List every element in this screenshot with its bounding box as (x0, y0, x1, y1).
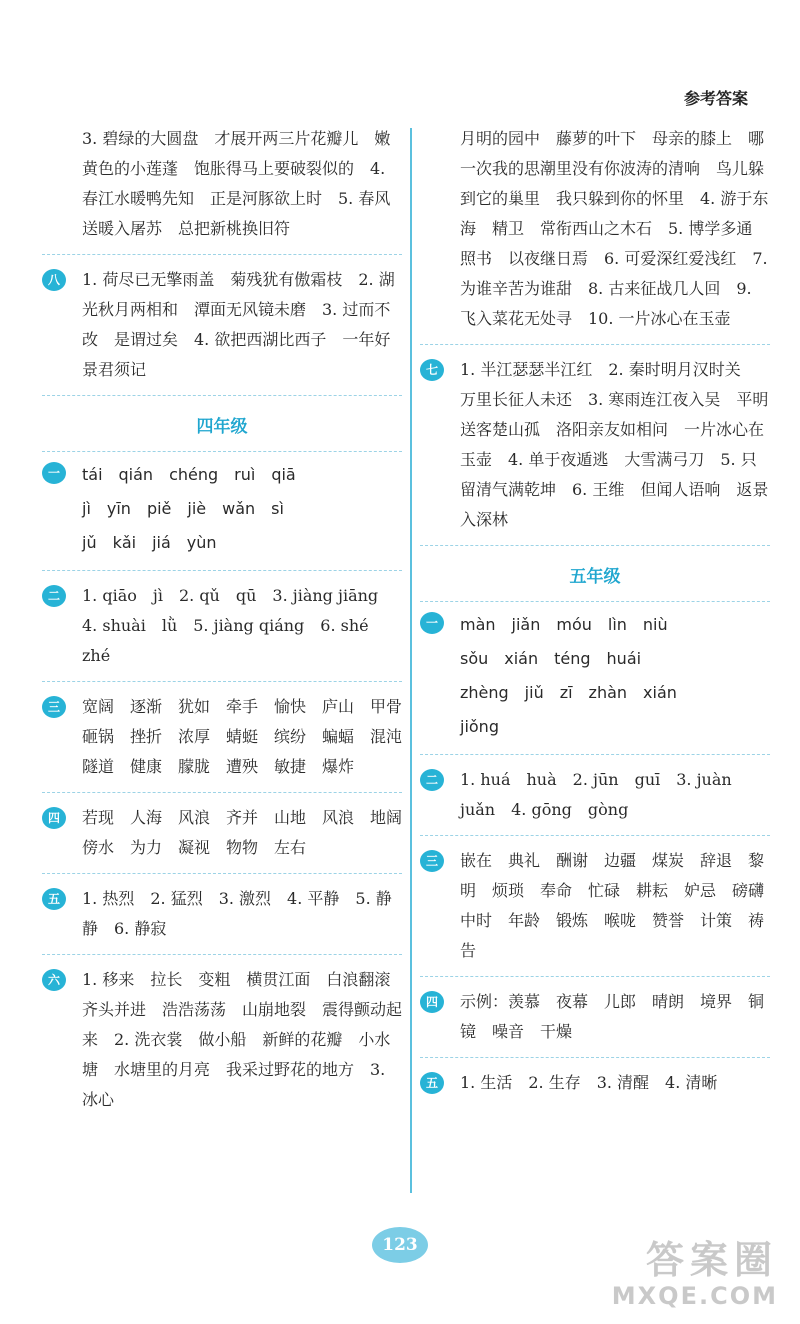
pinyin-line: jiǒng (460, 717, 499, 736)
section-badge: 四 (420, 991, 444, 1013)
section-badge: 四 (42, 807, 66, 829)
answer-block-continued (42, 124, 402, 255)
answer-text: 1. 移来 拉长 变粗 横贯江面 白浪翻滚 齐头并进 浩浩荡荡 山崩地裂 震得颤动起来 2. 洗衣裳 做小船 新鲜的花瓣 小水塘 水塘里的月亮 我采过野花的地方 3. 冰心 (82, 970, 407, 1109)
answer-text: 1. 生活 2. 生存 3. 清醒 4. 清晰 (460, 1073, 718, 1092)
answer-block-si (420, 987, 770, 1058)
section-badge: 一 (420, 612, 444, 634)
answer-block-er (42, 581, 402, 682)
answer-block-wu (420, 1068, 770, 1108)
answer-text: 示例：羡慕 夜幕 儿郎 晴朗 境界 铜镜 噪音 干燥 (460, 992, 765, 1041)
section-badge: 五 (42, 888, 66, 910)
answer-text: 若现 人海 风浪 齐并 山地 风浪 地阔 傍水 为力 凝视 物物 左右 (82, 808, 419, 857)
section-badge: 三 (42, 696, 66, 718)
right-column (420, 124, 781, 1118)
watermark-line2: MXQE.COM (611, 1282, 778, 1310)
answer-block-liu (42, 965, 407, 1125)
pinyin-line: zhèng jiǔ zī zhàn xián (460, 683, 677, 702)
answer-text: 3. 碧绿的大圆盘 才展开两三片花瓣儿 嫩黄色的小莲蓬 饱胀得马上要破裂似的 4. 春江水暖鸭先知 正是河豚欲上时 5. 春风送暖入屠苏 总把新桃换旧符 (82, 129, 391, 238)
answer-block-qi (420, 355, 770, 546)
answer-text: 1. 半江瑟瑟半江红 2. 秦时明月汉时关 万里长征人未还 3. 寒雨连江夜入吴 平明送客楚山孤 洛阳亲友如相问 一片冰心在玉壶 4. 单于夜遁逃 大雪满弓刀 5. 只留清气满乾坤 6. 王维 但闻人语响 返景入深林 (460, 360, 769, 529)
pinyin-line: sǒu xián téng huái (460, 649, 642, 668)
section-badge: 一 (42, 462, 66, 484)
section-badge: 二 (420, 769, 444, 791)
left-column (42, 124, 419, 1135)
watermark-line1: 答案圈 (645, 1238, 778, 1282)
column-divider (410, 128, 412, 1193)
pinyin-line: màn jiǎn móu lìn niù (460, 615, 668, 634)
section-badge: 二 (42, 585, 66, 607)
pinyin-line: jǔ kǎi jiá yùn (82, 533, 217, 552)
answer-block-yi (42, 458, 402, 571)
answer-block-continued (420, 124, 770, 345)
page-number: 123 (372, 1227, 428, 1263)
answer-text: 1. qiāo jì 2. qǔ qū 3. jiàng jiāng 4. shuài lǜ 5. jiàng qiáng 6. shé zhé (82, 586, 395, 665)
answer-text: 1. 热烈 2. 猛烈 3. 激烈 4. 平静 5. 静静 6. 静寂 (82, 889, 392, 938)
answer-block-yi (420, 608, 770, 755)
answer-text: 1. huá huà 2. jūn guī 3. juàn juǎn 4. gōng gòng (460, 770, 732, 819)
pinyin-line: tái qián chéng ruì qiā (82, 465, 296, 484)
section-badge: 六 (42, 969, 66, 991)
answer-text: 宽阔 逐渐 犹如 牵手 愉快 庐山 甲骨 砸锅 挫折 浓厚 蜻蜓 缤纷 蝙蝠 混沌 隧道 健康 朦胧 遭殃 敏捷 爆炸 (82, 697, 419, 776)
pinyin-line: jì yīn piě jiè wǎn sì (82, 499, 284, 518)
answer-block-er (420, 765, 770, 836)
answer-block-ba (42, 265, 402, 396)
answer-text: 月明的园中 藤萝的叶下 母亲的膝上 哪一次我的思潮里没有你波涛的清响 鸟儿躲到它的巢里 我只躲到你的怀里 4. 游于东海 精卫 常衔西山之木石 5. 博学多通 照书 以夜继日焉 6. 可爱深红爱浅红 7. 为谁辛苦为谁甜 8. 古来征战几人回 9. 飞入菜花无处寻 10. 一片冰心在玉壶 (460, 129, 769, 328)
answer-text: 1. 荷尽已无擎雨盖 菊残犹有傲霜枝 2. 湖光秋月两相和 潭面无风镜未磨 3. 过而不改 是谓过矣 4. 欲把西湖比西子 一年好景君须记 (82, 270, 395, 379)
section-badge: 三 (420, 850, 444, 872)
watermark-logo (612, 1238, 778, 1310)
answer-block-si (42, 803, 419, 874)
answer-block-san (42, 692, 419, 793)
section-badge: 八 (42, 269, 66, 291)
grade-heading-4: 四年级 (42, 406, 402, 452)
section-badge: 五 (420, 1072, 444, 1094)
grade-heading-5: 五年级 (420, 556, 770, 602)
page-header-title: 参考答案 (683, 89, 748, 108)
answer-block-san (420, 846, 781, 977)
section-badge: 七 (420, 359, 444, 381)
answer-text: 嵌在 典礼 酬谢 边疆 煤炭 辞退 黎明 烦琐 奉命 忙碌 耕耘 妒忌 磅礴 中时 年龄 锻炼 喉咙 赞誉 计策 祷告 (460, 851, 781, 960)
answer-block-wu (42, 884, 402, 955)
